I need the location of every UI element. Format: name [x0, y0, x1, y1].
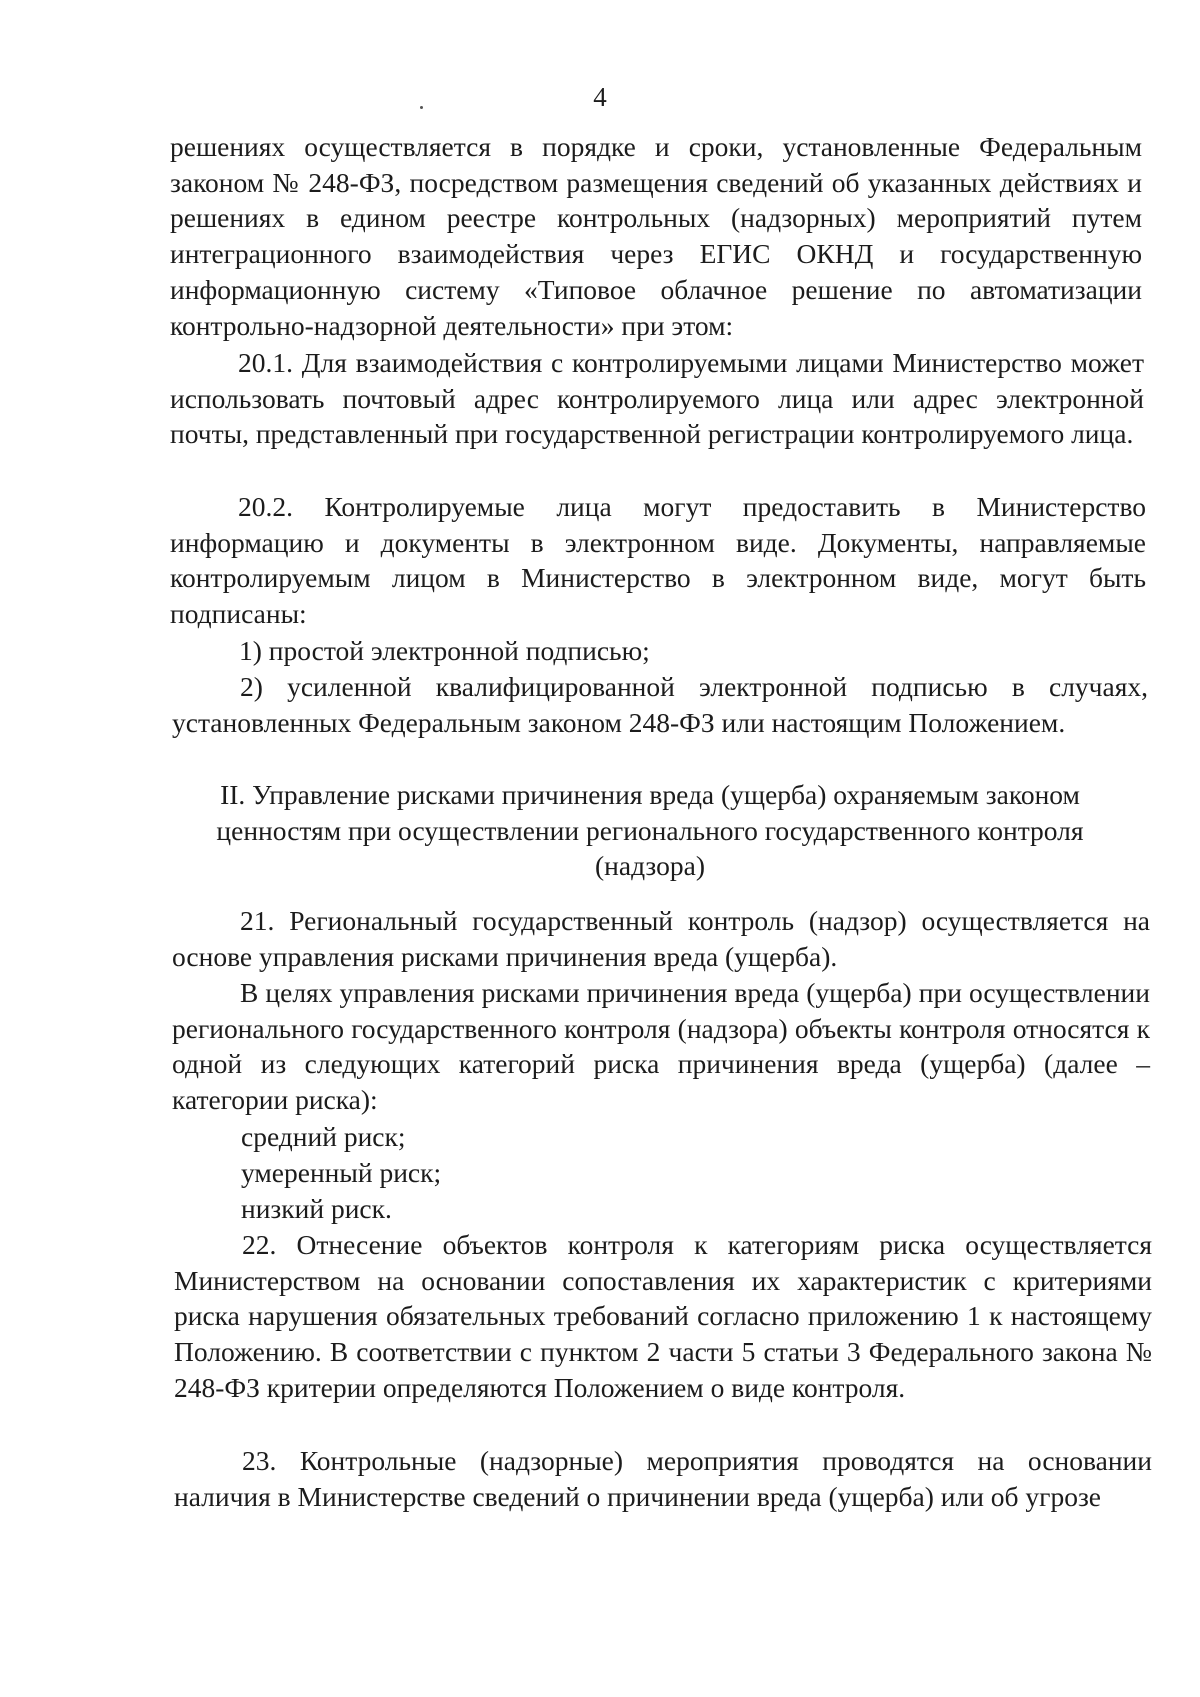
- scan-speck: [420, 106, 423, 109]
- section-heading: II. Управление рисками причинения вреда (ущерба) охраняемым законом ценностям при осуществлении регионального государственного контроля (надзора): [216, 779, 1084, 882]
- paragraph-23: 23. Контрольные (надзорные) мероприятия проводятся на основании наличия в Министерстве сведений о причинении вреда (ущерба) или об угрозе: [174, 1445, 1152, 1512]
- risk-category-moderate: умеренный риск;: [241, 1157, 442, 1188]
- paragraph-21-categories: В целях управления рисками причинения вреда (ущерба) при осуществлении регионального государственного контроля (надзора) объекты контроля относятся к одной из следующих категорий риска причинения вреда (ущерба) (далее – категории риска):: [172, 977, 1150, 1116]
- page-number: 4: [593, 82, 607, 112]
- paragraph-21: 21. Региональный государственный контроль (надзор) осуществляется на основе управления рисками причинения вреда (ущерба).: [172, 905, 1150, 972]
- paragraph-20-1: 20.1. Для взаимодействия с контролируемыми лицами Министерство может использовать почтовый адрес контролируемого лица или адрес электронной почты, представленный при государственной регистрации контролируемого лица.: [170, 347, 1144, 450]
- list-item-1: 1) простой электронной подписью;: [239, 635, 650, 666]
- risk-category-medium: средний риск;: [241, 1121, 406, 1152]
- paragraph-20-2: 20.2. Контролируемые лица могут предоставить в Министерство информацию и документы в электронном виде. Документы, направляемые контролируемым лицом в Министерство в электронном виде, могут быть подписаны:: [170, 491, 1146, 630]
- risk-category-low: низкий риск.: [241, 1193, 392, 1224]
- list-item-2: 2) усиленной квалифицированной электронной подписью в случаях, установленных Федеральным законом 248-ФЗ или настоящим Положением.: [172, 671, 1148, 738]
- continued-paragraph: решениях осуществляется в порядке и сроки, установленные Федеральным законом № 248-ФЗ, посредством размещения сведений об указанных действиях и решениях в едином реестре контрольных (надзорных) мероприятий путем интеграционного взаимодействия через ЕГИС ОКНД и государственную информационную систему «Типовое облачное решение по автоматизации контрольно-надзорной деятельности» при этом:: [170, 131, 1142, 341]
- paragraph-22: 22. Отнесение объектов контроля к категориям риска осуществляется Министерством на основании сопоставления их характеристик с критериями риска нарушения обязательных требований согласно приложению 1 к настоящему Положению. В соответствии с пунктом 2 части 5 статьи 3 Федерального закона № 248-ФЗ критерии определяются Положением о виде контроля.: [174, 1229, 1152, 1403]
